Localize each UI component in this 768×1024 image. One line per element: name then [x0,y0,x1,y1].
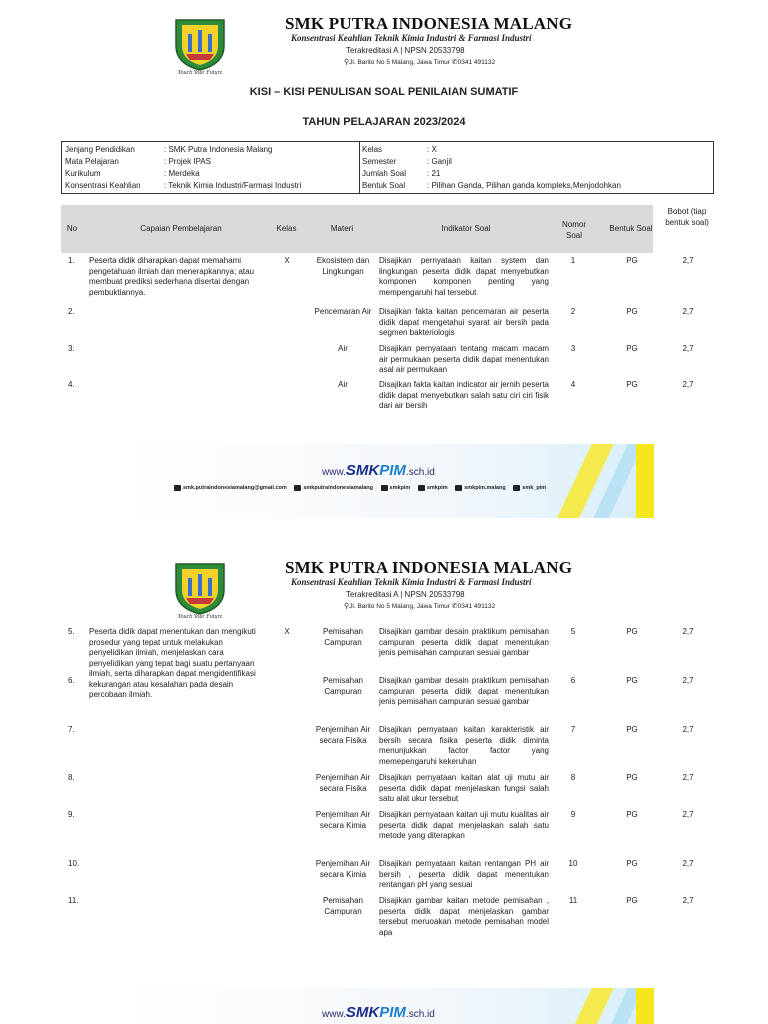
meta-label: Semester [362,157,397,166]
web-suffix: .sch.id [405,1009,435,1020]
web-pim: PIM [379,462,406,479]
meta-value: : 21 [427,169,441,178]
meta-labels-right [362,144,406,192]
instagram-icon [381,485,388,491]
row-bentuk: PG [626,810,638,819]
web-prefix: www. [322,467,346,478]
row-indikator: Disajikan gambar kaitan metode pemisahan , peserta didik dapat menjelaskan gambar tersebut meruoakan metode pemisahan model apa [379,896,549,937]
twitter-text: smk_pim [522,485,547,492]
row-nomor: 2 [570,307,576,316]
row-nomor: 4 [570,380,576,389]
location-pin-icon: ⚲ [344,59,350,66]
meta-label: Mata Pelajaran [65,157,119,166]
email-text: smk.putraindonesiamalang@gmail.com [183,485,287,492]
meta-values-left [164,144,301,192]
row-indikator: Disajikan fakta kaitan indicator air jernih peserta didik dapat menyebutkan salah satu ciri ciri fisik dari air bersih [379,380,549,410]
social-links [174,485,552,491]
facebook-icon [455,485,462,491]
row-no: 10. [68,859,80,868]
row-indikator: Disajikan fakta kaitan pencemaran air peserta didik dapat mengetahui syarat air bersih pada segmen bakteriologis [379,307,549,337]
row-materi: Air [338,380,348,389]
row-nomor: 9 [570,810,576,819]
row-no: 9. [68,810,75,819]
row-materi: Penjernihan Air secara Kimia [315,810,371,830]
row-bobot: 2,7 [682,256,694,265]
row-no: 8. [68,773,75,782]
meta-label: Konsentrasi Keahlian [65,181,141,190]
row-bentuk: PG [626,725,638,734]
web-smk: SMK [345,462,380,479]
row-indikator: Disajikan gambar desain praktikum pemisahan campuran peserta didik dapat menentukan jenis pemisahan campuran sesuai gambar [379,676,549,706]
col-header-materi: Materi [330,224,354,233]
row-indikator: Disajikan pernyataan kaitan alat uji mutu air peserta didik dapat menjelaskan fungsi salah satu alat ukur tersebut [379,773,549,803]
tiktok-text: smkpim [426,485,448,492]
row-nomor: 6 [570,676,576,685]
konsentrasi-line: Konsentrasi Keahlian Teknik Kimia Industri & Farmasi Industri [291,577,532,587]
col-header-nomor: Nomor Soal [561,220,586,240]
document-title: KISI – KISI PENULISAN SOAL PENILAIAN SUMATIF [249,86,519,98]
row-nomor: 3 [570,344,576,353]
web-pim: PIM [379,1004,406,1021]
kelas-value: X [284,627,290,636]
konsentrasi-line: Konsentrasi Keahlian Teknik Kimia Industri & Farmasi Industri [291,33,532,43]
row-nomor: 1 [570,256,576,265]
row-materi: Pemisahan Campuran [322,676,364,696]
kelas-value: X [284,256,290,265]
row-no: 7. [68,725,75,734]
row-bobot: 2,7 [682,810,694,819]
meta-values-right [427,144,621,192]
location-pin-icon: ⚲ [344,603,350,610]
row-indikator: Disajikan pernyataan kaitan system dan lingkungan peserta didik dapat menyebutkan komponen komponen penting yang mempengaruhi hal tersebut [379,256,549,297]
row-bentuk: PG [626,256,638,265]
row-indikator: Disajikan pernyataan kaitan rentangan PH air bersih , peserta didik dapat menentukan rentangan pH yang sesuai [379,859,549,889]
row-bobot: 2,7 [682,676,694,685]
row-nomor: 5 [570,627,576,636]
document-subtitle: TAHUN PELAJARAN 2023/2024 [302,116,466,128]
facebook-text: smkpim.malang [464,485,506,492]
row-indikator: Disajikan pernyataan tentang macam macam air permukaan peserta didik dapat menentukan asal air permukaan [379,344,549,374]
row-no: 1. [68,256,75,265]
row-bentuk: PG [626,627,638,636]
col-header-kelas: Kelas [276,224,297,233]
row-materi: Penjernihan Air secara Kimia [315,859,371,879]
tiktok-icon [418,485,425,491]
meta-label: Jumlah Soal [362,169,407,178]
banner-decoration [550,988,619,1024]
row-indikator: Disajikan pernyataan kaitan uji mutu kualitas air peserta didik dapat menjelaskan salah satu metode yang diterapkan [379,810,549,840]
row-bentuk: PG [626,380,638,389]
address-text: Jl. Barito No 5 Malang, Jawa Timur [349,59,450,66]
meta-value: : Projek IPAS [164,157,211,166]
meta-value: : Ganjil [427,157,452,166]
row-bobot: 2,7 [682,380,694,389]
row-no: 3. [68,344,75,353]
row-materi: Penjernihan Air secara Fisika [315,725,371,745]
meta-value: : X [427,145,437,154]
row-bobot: 2,7 [682,773,694,782]
row-materi: Pemisahan Campuran [322,627,364,647]
row-no: 5. [68,627,75,636]
website-link[interactable] [322,1004,435,1021]
letterhead [160,12,600,76]
row-bobot: 2,7 [682,896,694,905]
youtube-text: smkputraindonesiamalang [303,485,373,492]
website-link[interactable] [322,462,435,479]
banner-decoration [636,988,654,1024]
akreditasi-line: Terakreditasi A | NPSN 20533798 [346,46,465,55]
tagline: Touch Your Future [177,614,223,620]
row-nomor: 11 [568,896,578,905]
row-materi: Pencemaran Air [314,307,372,316]
meta-value: : Pilihan Ganda, Pilihan ganda kompleks,Menjodohkan [427,181,621,190]
row-bentuk: PG [626,859,638,868]
letterhead [160,556,600,620]
instagram-text: smkpim [389,485,411,492]
row-bobot: 2,7 [682,725,694,734]
table-header [61,205,709,253]
school-name: SMK PUTRA INDONESIA MALANG [285,14,573,33]
phone-text: 0341 491132 [457,59,496,66]
twitter-link[interactable] [513,485,546,491]
school-name: SMK PUTRA INDONESIA MALANG [285,558,573,577]
row-materi: Ekosistem dan Lingkungan [316,256,370,276]
meta-label: Kelas [362,145,383,154]
footer-banner [117,988,654,1024]
row-materi: Penjernihan Air secara Fisika [315,773,371,793]
akreditasi-line: Terakreditasi A | NPSN 20533798 [346,590,465,599]
row-no: 4. [68,380,75,389]
meta-labels-left [65,144,141,192]
youtube-icon [294,485,301,491]
school-logo-icon [170,560,230,616]
row-bentuk: PG [626,773,638,782]
document-page-2 [0,540,768,1024]
instagram-link[interactable] [381,485,411,491]
phone-text: 0341 491132 [457,603,496,610]
row-no: 11. [68,896,79,905]
meta-label: Jenjang Pendidikan [65,145,135,154]
row-bobot: 2,7 [682,627,694,636]
tagline: Touch Your Future [177,70,223,76]
meta-box [61,141,714,194]
web-suffix: .sch.id [405,467,435,478]
footer-banner [117,444,654,518]
meta-divider [359,142,360,193]
mail-icon [174,485,181,491]
row-bentuk: PG [626,344,638,353]
row-nomor: 8 [570,773,576,782]
col-header-no: No [66,224,78,233]
address-line [344,58,495,66]
row-no: 2. [68,307,75,316]
school-logo-icon [170,16,230,72]
col-header-indikator: Indikator Soal [441,224,491,233]
row-no: 6. [68,676,75,685]
col-header-bentuk: Bentuk Soal [609,224,653,233]
row-indikator: Disajikan pernyataan kaitan karakteristik air bersih secara fisika peserta didik diminta menunjukkan factor factor yang memepengaruhi kekeruhan [379,725,549,766]
meta-value: : Merdeka [164,169,200,178]
banner-decoration [636,444,654,518]
col-header-capaian: Capaian Pembelajaran [140,224,222,233]
row-indikator: Disajikan gambar desain praktikum pemisahan campuran peserta didik dapat menentukan jenis pemisahan campuran sesuai gambar [379,627,549,657]
facebook-link[interactable] [455,485,506,491]
row-nomor: 10 [568,859,578,868]
row-bobot: 2,7 [682,344,694,353]
row-bobot: 2,7 [682,859,694,868]
meta-label: Bentuk Soal [362,181,406,190]
row-bentuk: PG [626,307,638,316]
phone-icon: ✆ [451,603,458,610]
youtube-link[interactable] [294,485,373,491]
row-materi: Air [338,344,348,353]
tiktok-link[interactable] [418,485,448,491]
meta-label: Kurikulum [65,169,101,178]
capaian-text: Peserta didik dapat menentukan dan mengikuti prosedur yang tepat untuk melakukan penyelidikan ilmiah, menjelaskan cara penyelidikan yang tepat bagi suatu pertanyaan ilmiah, serta diharapkan dapat mengidentifikasi kekurangan atau kesalahan pada desain percobaan ilmiah. [89,627,256,699]
twitter-icon [513,485,520,491]
meta-value: : Teknik Kimia Industri/Farmasi Industri [164,181,302,190]
row-bobot: 2,7 [682,307,694,316]
email-link[interactable] [174,485,287,491]
web-smk: SMK [345,1004,380,1021]
phone-icon: ✆ [451,59,458,66]
row-bentuk: PG [626,676,638,685]
address-line [344,602,495,610]
row-bentuk: PG [626,896,638,905]
row-materi: Pemisahan Campuran [322,896,364,916]
meta-value: : SMK Putra Indonesia Malang [164,145,273,154]
col-header-bobot: Bobot (tiap bentuk soal) [665,207,709,227]
address-text: Jl. Barito No 5 Malang, Jawa Timur [349,603,450,610]
web-prefix: www. [322,1009,346,1020]
row-nomor: 7 [570,725,576,734]
capaian-text: Peserta didik diharapkan dapat memahami pengetahuan ilmiah dan menerapkannya; atau membuat prediksi sederhana disertai dengan pembuktiannya. [89,256,255,297]
